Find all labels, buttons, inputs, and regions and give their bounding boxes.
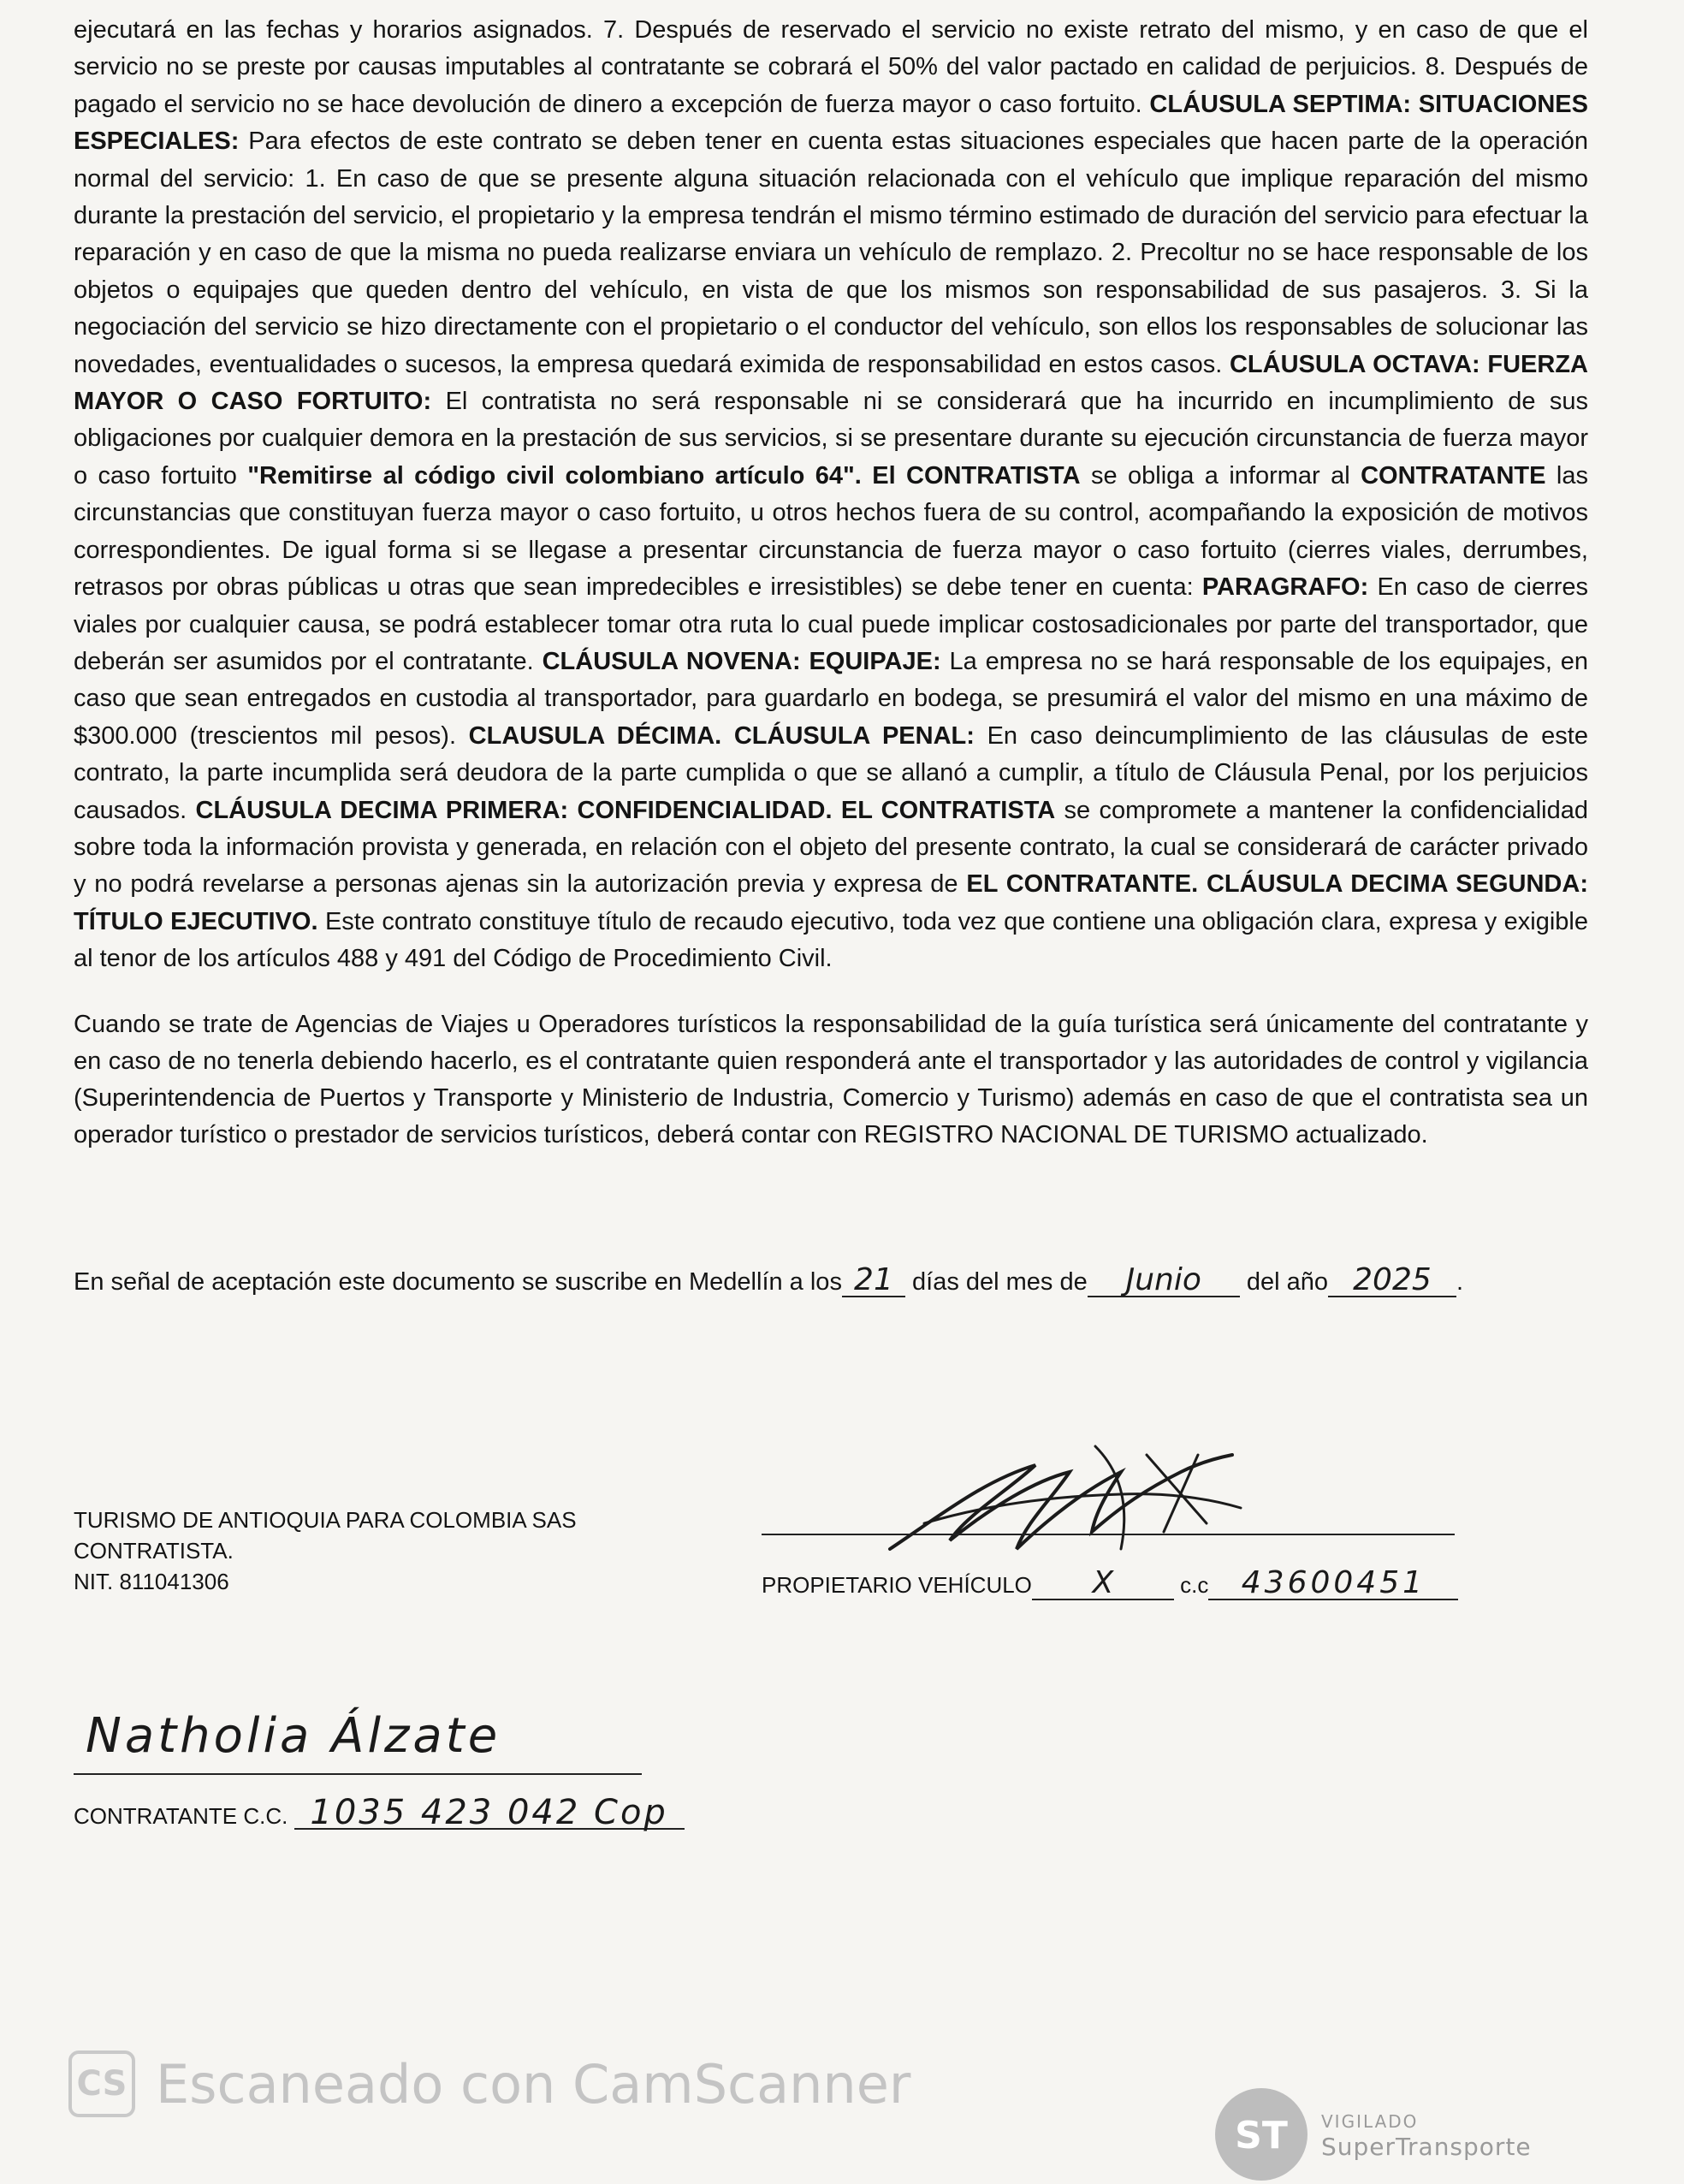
contratante-signature-line — [74, 1773, 642, 1775]
clause-8-contratante: CONTRATANTE — [1361, 461, 1546, 490]
clause-8-text-c: las circunstancias que constituyan fuerza mayor o caso fortuito, u otros hechos fuera de su control, acompañando la exposición de motivos correspondientes. De igual forma si se llegase a presentar circunstancia de fuerza mayor o caso fortuito (cierres viales, derrumbes, retrasos por obras públicas u otras que sean impredecibles e irresistibles) se debe tener en cuenta: — [74, 461, 1588, 602]
clause-9-text: La empresa no se hará responsable de los equipajes, en caso que sean entregados en custodia al transportador, para guardarlo en bodega, se presumirá el valor del mismo en una máximo de $300.000 (trescientos mil pesos). — [74, 647, 1588, 750]
clause-11-party: EL CONTRATANTE. — [966, 870, 1199, 899]
agency-note: Cuando se trate de Agencias de Viajes u Operadores turísticos la responsabilidad de la guía turística será únicamente del contratante y en caso de no tenerla debiendo hacerlo, es el contratante quien responderá ante el transportador y las autoridades de control y vigilancia (Superintendencia de Puertos y Transporte y Ministerio de Industria, Comercio y Turismo) además en caso de que el contratista sea un operador turístico o prestador de servicios turísticos, deberá contar con REGISTRO NACIONAL DE TURISMO actualizado. — [74, 1011, 1588, 1148]
owner-signature-line — [762, 1534, 1455, 1535]
clause-7-title: CLÁUSULA SEPTIMA: SITUACIONES ESPECIALES: — [74, 90, 1588, 156]
clause-6-continuation: ejecutará en las fechas y horarios asignados. 7. Después de reservado el servicio no existe retrato del mismo, y en caso de que el servicio no se preste por causas imputables al contratante se cobrará el 50% del valor pactado en calidad de perjuicios. 8. Después de pagado el servicio no se hace devolución de dinero a excepción de fuerza mayor o caso fortuito. — [74, 16, 1588, 118]
year-field: 2025 — [1328, 1265, 1456, 1297]
owner-cc-label: c.c — [1180, 1572, 1209, 1598]
supertransporte-logo-icon — [1215, 2088, 1307, 2181]
contract-page — [74, 12, 1588, 978]
clause-8-contratista: El CONTRATISTA — [872, 461, 1081, 490]
clause-9-title: CLÁUSULA NOVENA: EQUIPAJE: — [542, 647, 941, 675]
contratante-cc-field: 1035 423 042 Cop — [294, 1797, 685, 1830]
contract-body — [74, 12, 1588, 978]
paragrafo-text: En caso de cierres viales por cualquier causa, se podrá establecer tomar otra ruta lo cual puede implicar costosadicionales por parte del transportador, que deberán ser asumidos por el contratante. — [74, 573, 1589, 675]
owner-row — [762, 1565, 1458, 1600]
acceptance-suffix: . — [1456, 1268, 1464, 1296]
paragrafo-title: PARAGRAFO: — [1201, 573, 1369, 602]
clause-8-text-b: se obliga a informar al — [1090, 461, 1350, 490]
contratante-label: CONTRATANTE C.C. — [74, 1803, 288, 1829]
supertransporte-logo-mark — [1223, 2109, 1300, 2160]
supertransporte-label: SuperTransporte — [1321, 2133, 1532, 2161]
camscanner-watermark — [68, 2050, 910, 2117]
owner-name-field: X — [1032, 1568, 1174, 1600]
owner-signature — [839, 1421, 1249, 1575]
camscanner-text: Escaneado con CamScanner — [156, 2052, 911, 2116]
company-name: TURISMO DE ANTIOQUIA PARA COLOMBIA SAS — [74, 1507, 577, 1533]
vigilado-supertransporte — [1215, 2088, 1532, 2181]
vigilado-text — [1321, 2109, 1532, 2160]
contratista-block — [74, 1504, 577, 1597]
clause-12-title: CLÁUSULA DECIMA SEGUNDA: TÍTULO EJECUTIVO. — [74, 870, 1588, 935]
clause-7-text: Para efectos de este contrato se deben tener en cuenta estas situaciones especiales que hacen parte de la operación normal del servicio: 1. En caso de que se presente alguna situación relacionada con el vehículo que implique reparación del mismo durante la prestación del servicio, el propietario y la empresa tendrán el mismo término estimado de duración del servicio para efectuar la reparación y en caso de que la misma no pueda realizarse enviara un vehículo de remplazo. 2. Precoltur no se hace responsable de los objetos o equipajes que queden dentro del vehículo, en vista de que los mismos son responsabilidad de sus pasajeros. 3. Si la negociación del servicio se hizo directamente con el propietario o el conductor del vehículo, son ellos los responsables de solucionar las novedades, eventualidades o sucesos, la empresa quedará eximida de responsabilidad en estos casos. — [74, 128, 1588, 378]
contratante-row — [74, 1793, 685, 1832]
day-field: 21 — [842, 1265, 905, 1297]
camscanner-logo-icon: CS — [68, 2050, 135, 2117]
contratante-signature-name: Natholia Álzate — [86, 1708, 501, 1764]
acceptance-prefix: En señal de aceptación este documento se suscribe en Medellín a los — [74, 1268, 842, 1296]
acceptance-mid2: del año — [1246, 1268, 1328, 1296]
clause-10-title: CLAUSULA DÉCIMA. CLÁUSULA PENAL: — [468, 721, 975, 750]
clause-10-text: En caso deincumplimiento de las cláusulas de este contrato, la parte incumplida será deudora de la parte cumplida o que se allanó a cumplir, a título de Cláusula Penal, por los perjuicios causados. — [74, 721, 1588, 824]
vigilado-label: VIGILADO — [1321, 2111, 1419, 2132]
clause-8-reference: "Remitirse al código civil colombiano artículo 64". — [247, 461, 862, 490]
month-field: Junio — [1088, 1265, 1240, 1297]
logo-letters: ST — [1235, 2114, 1288, 2157]
owner-label: PROPIETARIO VEHÍCULO — [762, 1572, 1032, 1598]
acceptance-mid1: días del mes de — [912, 1268, 1088, 1296]
clause-8-text-a: El contratista no será responsable ni se considerará que ha incurrido en incumplimiento de sus obligaciones por cualquier demora en la prestación de sus servicios, si se presentare durante su ejecución circunstancia de fuerza mayor o caso fortuito — [74, 388, 1588, 490]
clause-11-text: se compromete a mantener la confidencialidad sobre toda la información provista y generada, en relación con el objeto del presente contrato, la cual se considerará de carácter privado y no podrá revelarse a personas ajenas sin la autorización previa y expresa de — [74, 796, 1589, 899]
company-nit: NIT. 811041306 — [74, 1569, 229, 1594]
acceptance-line — [74, 1262, 1464, 1297]
owner-cc-field: 43600451 — [1208, 1568, 1458, 1600]
clause-8-title: CLÁUSULA OCTAVA: FUERZA MAYOR O CASO FORTUITO: — [74, 350, 1588, 416]
clause-11-title: CLÁUSULA DECIMA PRIMERA: CONFIDENCIALIDAD. EL CONTRATISTA — [195, 796, 1056, 824]
contratista-role: CONTRATISTA. — [74, 1538, 234, 1564]
clause-12-text: Este contrato constituye título de recaudo ejecutivo, toda vez que contiene una obligación clara, expresa y exigible al tenor de los artículos 488 y 491 del Código de Procedimiento Civil. — [74, 907, 1588, 973]
